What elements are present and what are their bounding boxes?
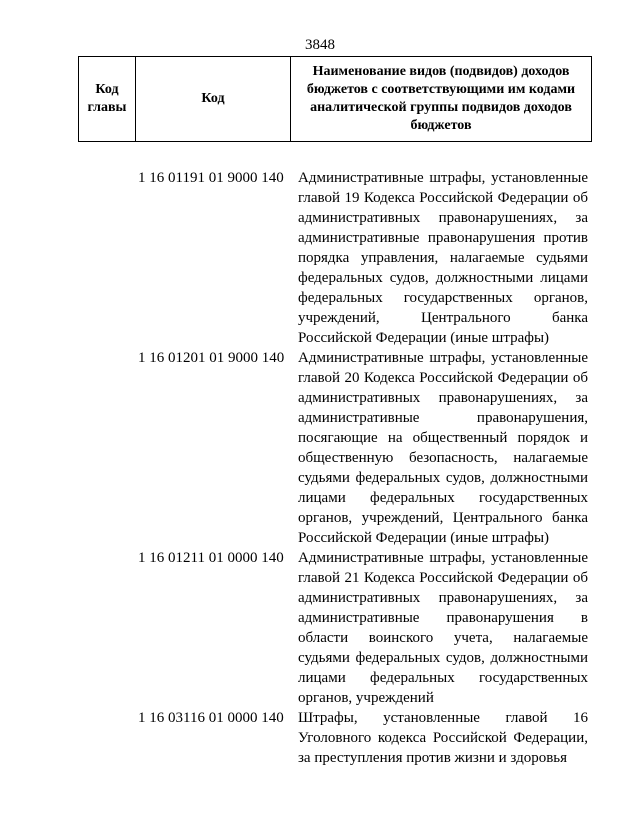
table-row [78, 348, 591, 548]
row-description: Административные штрафы, установленные главой 21 Кодекса Российской Федерации об административных правонарушениях, за административные правонарушения в области воинского учета, налагаемые судьями федеральных судов, должностными лицами федеральных государственных органов, учреждений [298, 550, 588, 706]
row-code: 1 16 01211 01 0000 140 [138, 550, 284, 566]
table-row [78, 708, 591, 768]
table-body [78, 168, 591, 768]
header-code: Код [136, 57, 291, 142]
row-code: 1 16 01191 01 9000 140 [138, 170, 284, 186]
row-description: Административные штрафы, установленные главой 19 Кодекса Российской Федерации об административных правонарушениях, за административные правонарушения против порядка управления, налагаемые судьями федеральных судов, должностными лицами федеральных государственных органов, учреждений, Центрального банка Российской Федерации (иные штрафы) [298, 170, 588, 346]
row-code: 1 16 03116 01 0000 140 [138, 710, 284, 726]
row-description: Административные штрафы, установленные главой 20 Кодекса Российской Федерации об административных правонарушениях, за административные правонарушения, посягающие на общественный порядок и общественную безопасность, налагаемые судьями федеральных судов, должностными лицами федеральных государственных органов, учреждений, Центрального банка Российской Федерации (иные штрафы) [298, 350, 588, 546]
header-chapter-code: Код главы [79, 57, 136, 142]
table-row [78, 168, 591, 348]
header-revenue-name: Наименование видов (подвидов) доходов бюджетов с соответствующими им кодами аналитической группы подвидов доходов бюджетов [291, 57, 592, 142]
row-code: 1 16 01201 01 9000 140 [138, 350, 285, 366]
row-description: Штрафы, установленные главой 16 Уголовного кодекса Российской Федерации, за преступления против жизни и здоровья [298, 710, 588, 766]
table-header [78, 56, 592, 142]
page-number: 3848 [305, 37, 335, 53]
table-row [78, 548, 591, 708]
